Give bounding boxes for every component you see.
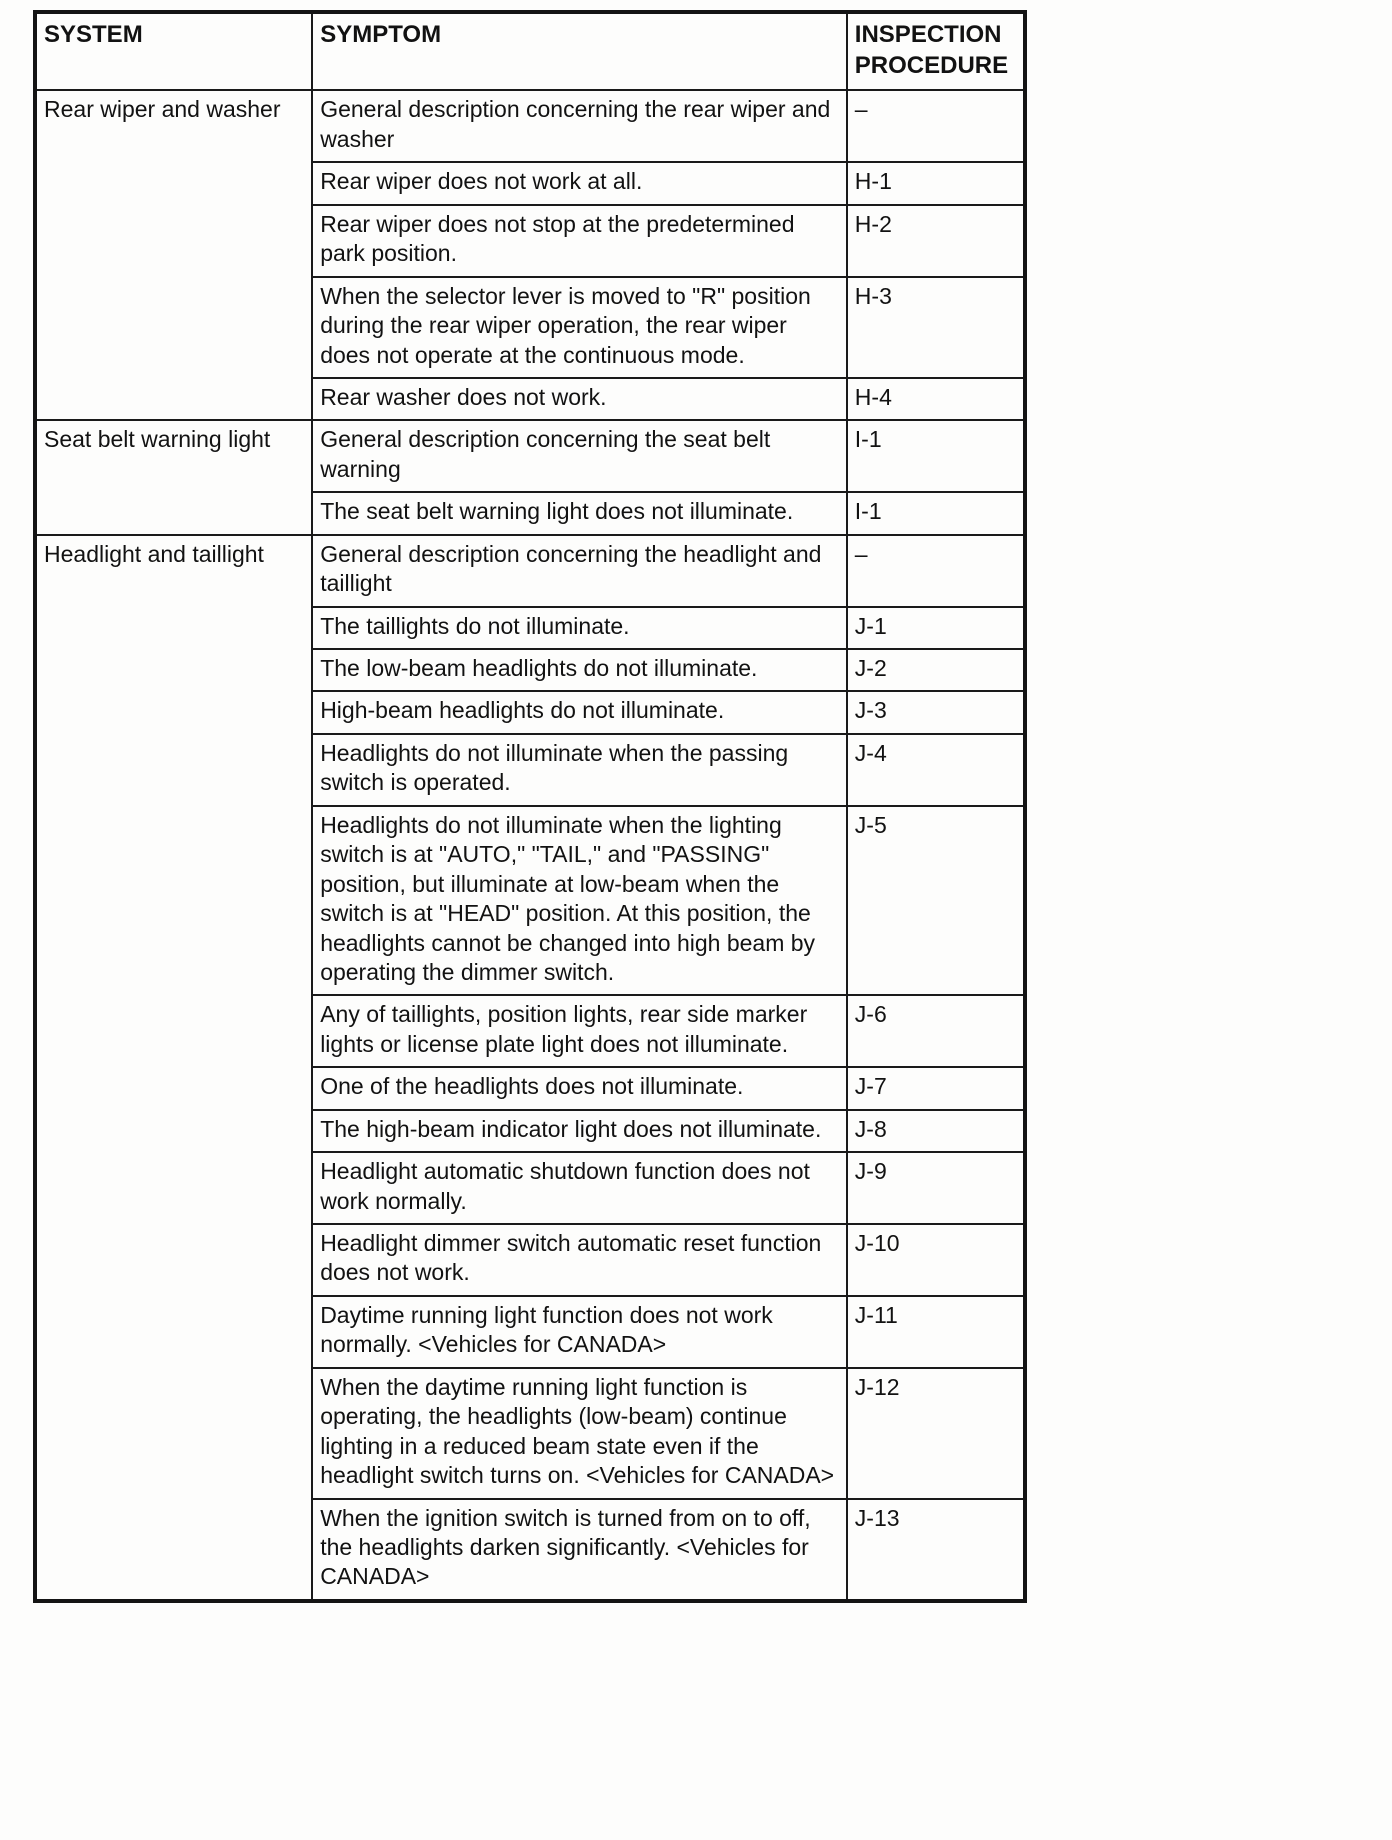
symptom-cell: The high-beam indicator light does not illuminate. [312, 1110, 847, 1152]
symptom-cell: Headlight dimmer switch automatic reset function does not work. [312, 1224, 847, 1296]
inspection-procedure-cell: J-13 [847, 1499, 1025, 1601]
symptom-cell: Rear wiper does not stop at the predetermined park position. [312, 205, 847, 277]
symptom-cell: Headlights do not illuminate when the passing switch is operated. [312, 734, 847, 806]
symptom-cell: Any of taillights, position lights, rear side marker lights or license plate light does not illuminate. [312, 995, 847, 1067]
symptom-cell: General description concerning the headlight and taillight [312, 535, 847, 607]
symptom-cell: When the ignition switch is turned from on to off, the headlights darken significantly. <Vehicles for CANADA> [312, 1499, 847, 1601]
inspection-procedure-cell: J-4 [847, 734, 1025, 806]
inspection-procedure-cell: H-3 [847, 277, 1025, 378]
table-row [35, 420, 1025, 492]
table-body [35, 90, 1025, 1600]
inspection-procedure-cell: J-5 [847, 806, 1025, 996]
inspection-procedure-cell: I-1 [847, 420, 1025, 492]
symptom-inspection-table [33, 10, 1027, 1603]
symptom-cell: Headlight automatic shutdown function does not work normally. [312, 1152, 847, 1224]
inspection-procedure-cell: H-4 [847, 378, 1025, 420]
inspection-procedure-cell: J-7 [847, 1067, 1025, 1109]
inspection-procedure-cell: J-9 [847, 1152, 1025, 1224]
inspection-procedure-cell: – [847, 535, 1025, 607]
inspection-procedure-cell: H-2 [847, 205, 1025, 277]
symptom-cell: General description concerning the rear wiper and washer [312, 90, 847, 162]
symptom-cell: The seat belt warning light does not illuminate. [312, 492, 847, 534]
table-row [35, 90, 1025, 162]
symptom-cell: Rear wiper does not work at all. [312, 162, 847, 204]
inspection-procedure-cell: H-1 [847, 162, 1025, 204]
symptom-cell: The low-beam headlights do not illuminate. [312, 649, 847, 691]
system-cell: Rear wiper and washer [35, 90, 312, 420]
system-cell: Seat belt warning light [35, 420, 312, 534]
table-row [35, 535, 1025, 607]
system-cell: Headlight and taillight [35, 535, 312, 1601]
symptom-cell: When the selector lever is moved to "R" position during the rear wiper operation, the rear wiper does not operate at the continuous mode. [312, 277, 847, 378]
symptom-cell: When the daytime running light function is operating, the headlights (low-beam) continue lighting in a reduced beam state even if the headlight switch turns on. <Vehicles for CANADA> [312, 1368, 847, 1499]
header-inspection-procedure: INSPECTION PROCEDURE [847, 12, 1025, 90]
symptom-cell: Daytime running light function does not work normally. <Vehicles for CANADA> [312, 1296, 847, 1368]
inspection-procedure-cell: J-6 [847, 995, 1025, 1067]
header-symptom: SYMPTOM [312, 12, 847, 90]
inspection-procedure-cell: J-10 [847, 1224, 1025, 1296]
inspection-procedure-cell: J-1 [847, 607, 1025, 649]
symptom-cell: One of the headlights does not illuminate. [312, 1067, 847, 1109]
header-system: SYSTEM [35, 12, 312, 90]
inspection-procedure-cell: J-3 [847, 691, 1025, 733]
inspection-procedure-cell: – [847, 90, 1025, 162]
inspection-procedure-cell: J-8 [847, 1110, 1025, 1152]
inspection-procedure-cell: J-12 [847, 1368, 1025, 1499]
inspection-procedure-cell: I-1 [847, 492, 1025, 534]
symptom-cell: High-beam headlights do not illuminate. [312, 691, 847, 733]
symptom-cell: Headlights do not illuminate when the lighting switch is at "AUTO," "TAIL," and "PASSING" position, but illuminate at low-beam when the switch is at "HEAD" position. At this position, the headlights cannot be changed into high beam by operating the dimmer switch. [312, 806, 847, 996]
symptom-cell: General description concerning the seat belt warning [312, 420, 847, 492]
inspection-procedure-cell: J-2 [847, 649, 1025, 691]
symptom-cell: Rear washer does not work. [312, 378, 847, 420]
table-header-row [35, 12, 1025, 90]
symptom-cell: The taillights do not illuminate. [312, 607, 847, 649]
inspection-procedure-cell: J-11 [847, 1296, 1025, 1368]
